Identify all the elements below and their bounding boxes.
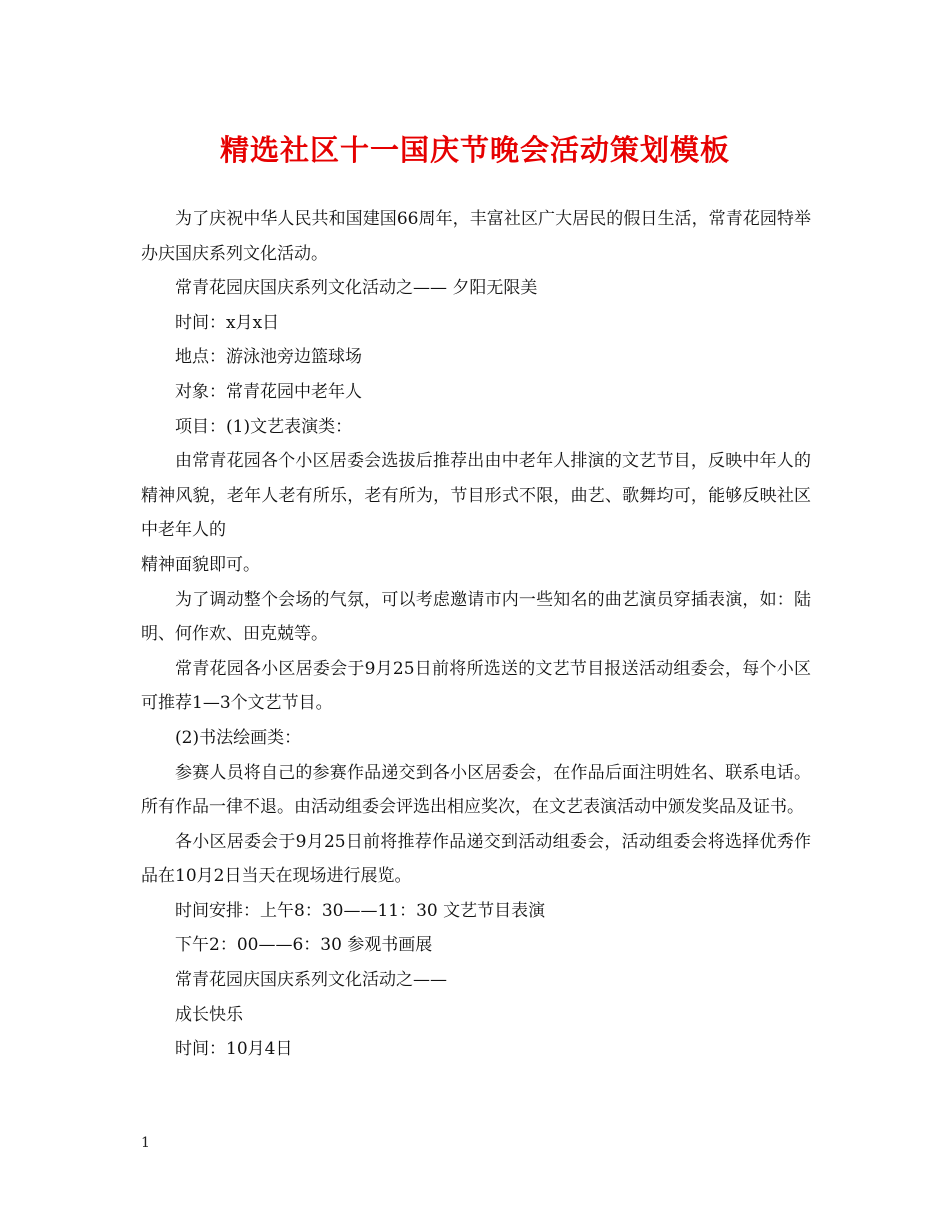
paragraph-schedule-afternoon: 下午2：00——6：30 参观书画展 bbox=[175, 935, 433, 956]
paragraph-project-performance: 项目：(1)文艺表演类： bbox=[175, 416, 353, 437]
document-title: 精选社区十一国庆节晚会活动策划模板 bbox=[219, 133, 730, 167]
paragraph-time: 时间：x月x日 bbox=[175, 312, 280, 333]
page-number: 1 bbox=[141, 1135, 150, 1151]
paragraph-schedule-morning: 时间安排：上午8：30——11：30 文艺节目表演 bbox=[175, 900, 546, 921]
paragraph-performance-details: 由常青花园各个小区居委会选拔后推荐出由中老年人排演的文艺节目，反映中年人的精神风貌，老年人老有所乐，老有所为，节目形式不限，曲艺、歌舞均可，能够反映社区中老年人的 bbox=[141, 451, 811, 541]
paragraph-audience: 对象：常青花园中老年人 bbox=[175, 381, 362, 402]
paragraph-submission-deadline: 常青花园各小区居委会于9月25日前将所选送的文艺节目报送活动组委会，每个小区可推荐1—3个文艺节目。 bbox=[141, 658, 811, 714]
paragraph-activity-one-heading: 常青花园庆国庆系列文化活动之—— 夕阳无限美 bbox=[175, 278, 538, 299]
paragraph-guest-performers: 为了调动整个会场的气氛，可以考虑邀请市内一些知名的曲艺演员穿插表演，如：陆明、何作欢、田克兢等。 bbox=[141, 589, 811, 645]
paragraph-activity-two-heading: 常青花园庆国庆系列文化活动之—— bbox=[175, 970, 447, 991]
paragraph-activity-two-time: 时间：10月4日 bbox=[175, 1039, 293, 1060]
paragraph-project-calligraphy: (2)书法绘画类： bbox=[175, 727, 302, 748]
paragraph-performance-details-continued: 精神面貌即可。 bbox=[141, 554, 260, 575]
document-body bbox=[141, 202, 811, 1067]
paragraph-location: 地点：游泳池旁边篮球场 bbox=[175, 347, 362, 368]
paragraph-intro: 为了庆祝中华人民共和国建国66周年，丰富社区广大居民的假日生活，常青花园特举办庆国庆系列文化活动。 bbox=[141, 209, 811, 264]
paragraph-activity-two-name: 成长快乐 bbox=[175, 1004, 243, 1025]
paragraph-calligraphy-rules: 参赛人员将自己的参赛作品递交到各小区居委会，在作品后面注明姓名、联系电话。所有作品一律不退。由活动组委会评选出相应奖次，在文艺表演活动中颁发奖品及证书。 bbox=[141, 762, 811, 818]
paragraph-exhibition: 各小区居委会于9月25日前将推荐作品递交到活动组委会，活动组委会将选择优秀作品在10月2日当天在现场进行展览。 bbox=[141, 831, 811, 887]
